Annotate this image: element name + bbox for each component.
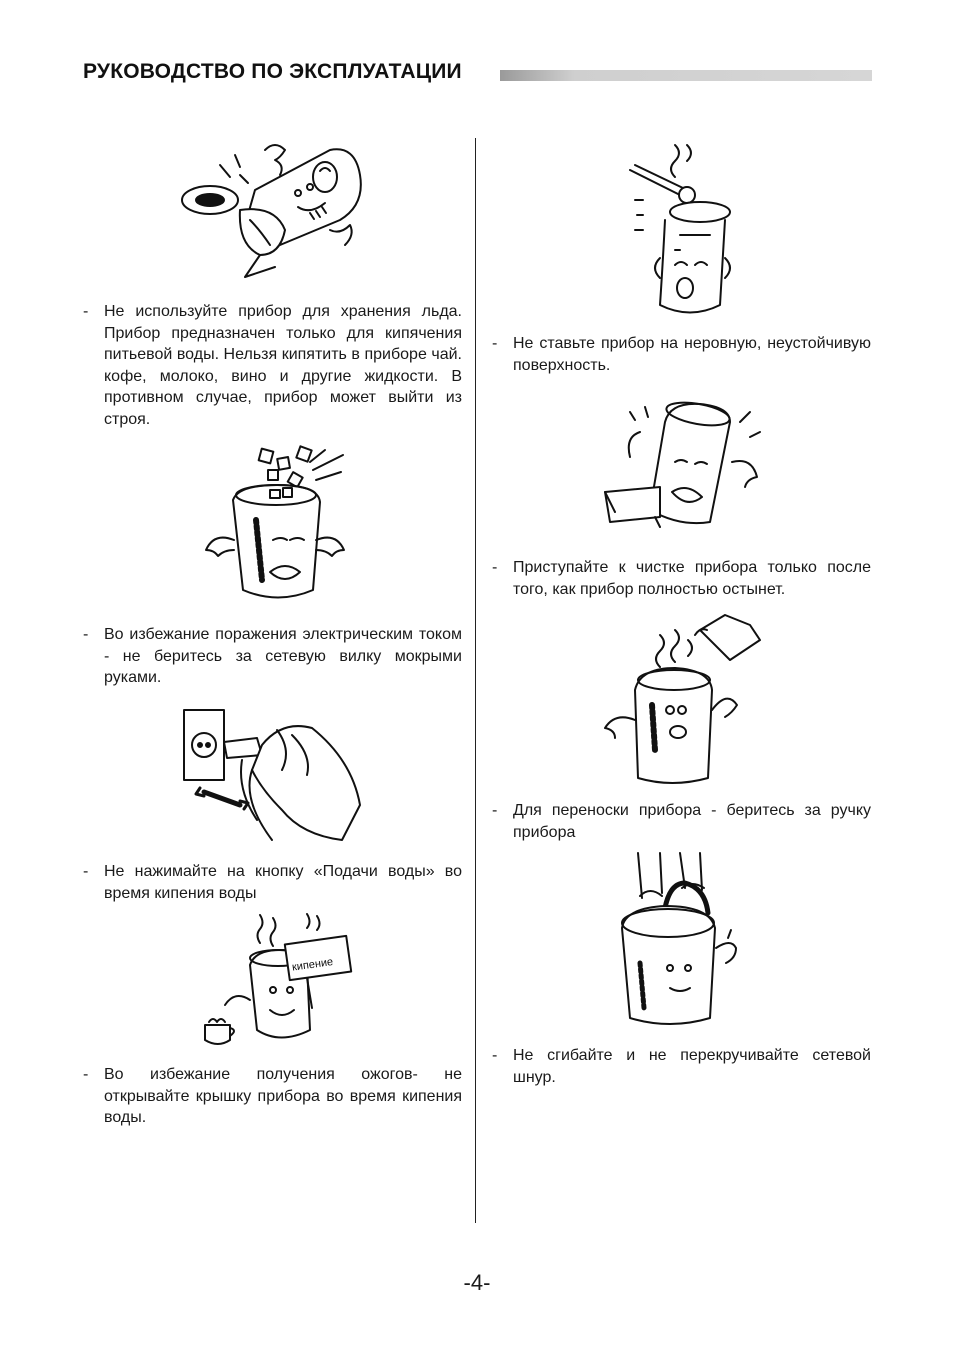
illustration-boiling-sign	[195, 910, 355, 1050]
warning-text: Приступайте к чистке прибора только после того, как прибор полностью остынет.	[513, 559, 871, 598]
illustration-ice-cubes	[198, 440, 358, 610]
list-dash: -	[492, 1047, 498, 1064]
warning-text: Не сгибайте и не перекручивайте сетевой шнур.	[513, 1047, 871, 1086]
list-dash: -	[83, 1066, 89, 1083]
warning-text: Во избежание поражения электрическим током - не беритесь за сетевую вилку мокрыми руками.	[104, 626, 462, 687]
warning-text: Не нажимайте на кнопку «Подачи воды» во время кипения воды	[104, 863, 462, 902]
column-divider	[475, 138, 476, 1223]
warning-text: Не используйте прибор для хранения льда. Прибор предназначен только для кипячения питьевой воды. Нельзя кипятить в приборе чай. кофе, молоко, вино и другие жидкости. В противном случае, прибор может выйти из строя.	[104, 303, 462, 428]
illustration-tilted-pot	[600, 392, 770, 532]
warning-text: Не ставьте прибор на неровную, неустойчивую поверхность.	[513, 335, 871, 374]
list-dash: -	[83, 303, 89, 320]
warning-text: Для переноски прибора - беритесь за ручку прибора	[513, 802, 871, 841]
list-dash: -	[83, 863, 89, 880]
list-dash: -	[492, 335, 498, 352]
page-number: -4-	[463, 1270, 491, 1295]
page-title: РУКОВОДСТВО ПО ЭКСПЛУАТАЦИИ	[83, 60, 462, 83]
illustration-food-in-pot	[180, 135, 375, 285]
illustration-plug-socket	[182, 700, 367, 850]
list-dash: -	[83, 626, 89, 643]
illustration-carry-handle	[610, 848, 750, 1033]
illustration-steam-lid	[625, 140, 740, 320]
warning-text: Во избежание получения ожогов- не открывайте крышку прибора во время кипения воды.	[104, 1066, 462, 1127]
list-dash: -	[492, 559, 498, 576]
boiling-sign-text: кипение	[291, 955, 334, 974]
illustration-hot-pot-cleaning	[600, 610, 765, 785]
list-dash: -	[492, 802, 498, 819]
header-gradient-bar	[500, 70, 872, 81]
